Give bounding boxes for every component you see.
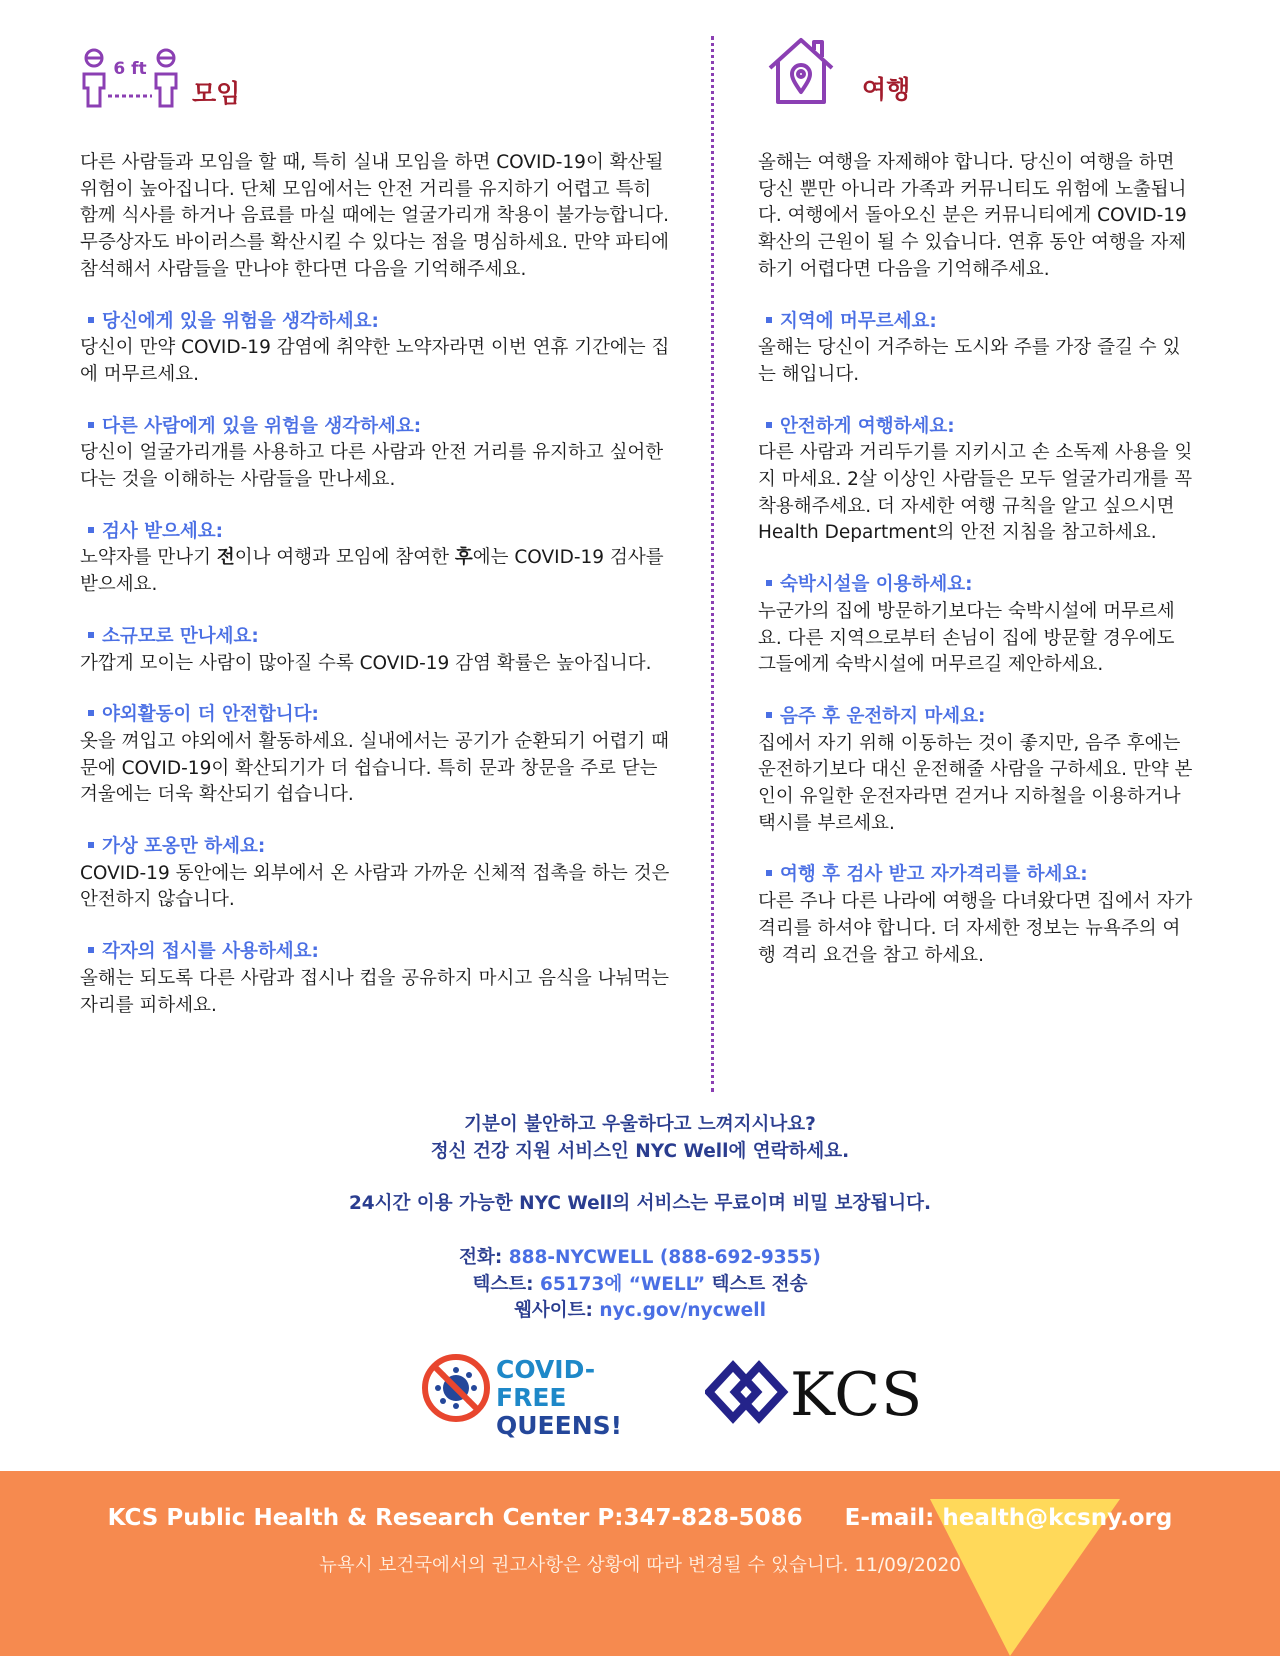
item-heading: 소규모로 만나세요: (102, 625, 259, 647)
text-code: 65173에 “WELL” (540, 1273, 706, 1295)
footer-bar (0, 1471, 1280, 1656)
item-body: 집에서 자기 위해 이동하는 것이 좋지만, 음주 후에는 운전하기보다 대신 운전해줄 사람을 구하세요. 만약 본인이 유일한 운전자라면 걷거나 지하철을 이용하거나 택시를 부르세요. (758, 732, 1193, 834)
list-item (758, 704, 1198, 838)
covid-logo-line-2: QUEENS! (496, 1411, 623, 1440)
bullet-icon (766, 422, 772, 428)
partner-logos (0, 1350, 1280, 1440)
phone-link[interactable]: 888-NYCWELL (888-692-9355) (508, 1247, 821, 1268)
item-heading: 지역에 머무르세요: (780, 310, 937, 332)
item-body: 누군가의 집에 방문하기보다는 숙박시설에 머무르세요. 다른 지역으로부터 손님이 집에 방문할 경우에도 그들에게 숙박시설에 머무르길 제안하세요. (758, 600, 1175, 676)
gatherings-title: 모임 (192, 79, 241, 108)
bullet-icon (88, 527, 94, 533)
gatherings-header (80, 30, 670, 120)
wellness-contacts (0, 1245, 1280, 1325)
bullet-icon (766, 870, 772, 876)
item-body: 당신이 만약 COVID-19 감염에 취약한 노약자라면 이번 연휴 기간에는 집에 머무르세요. (80, 337, 670, 385)
travel-title: 여행 (862, 75, 911, 104)
covid-logo-line-1: COVID-FREE (496, 1355, 596, 1412)
list-item (80, 309, 670, 389)
item-body: 노약자를 만나기 전이나 여행과 모임에 참여한 후에는 COVID-19 검사를 받으세요. (80, 547, 664, 596)
column-divider (711, 36, 714, 1092)
item-heading: 숙박시설을 이용하세요: (780, 574, 973, 596)
travel-header (758, 30, 1198, 120)
emphasis-after: 후 (454, 547, 473, 569)
footer-email[interactable]: E-mail: health@kcsny.org (844, 1505, 1173, 1531)
list-item (80, 414, 670, 494)
list-item (80, 834, 670, 914)
covid-free-queens-logo (420, 1350, 665, 1440)
item-heading: 당신에게 있을 위험을 생각하세요: (102, 310, 379, 332)
website-contact: 웹사이트: nyc.gov/nycwell (514, 1300, 766, 1322)
item-body: 당신이 얼굴가리개를 사용하고 다른 사람과 안전 거리를 유지하고 싶어한다는 것을 이해하는 사람들을 만나세요. (80, 442, 664, 491)
item-body: 다른 사람과 거리두기를 지키시고 손 소독제 사용을 잊지 마세요. 2살 이상인 사람들은 모두 얼굴가리개를 꼭 착용해주세요. 더 자세한 여행 규칙을 알고 싶으시면 Health Department의 안전 지침을 참고하세요. (758, 442, 1193, 544)
bullet-icon (88, 710, 94, 716)
footer-org: KCS Public Health & Research Center (107, 1505, 590, 1531)
list-item (80, 702, 670, 809)
kcs-wordmark: KCS (790, 1360, 924, 1430)
bullet-icon (88, 632, 94, 638)
kcs-diamond-icon (705, 1360, 789, 1424)
bullet-icon (88, 422, 94, 428)
item-body: 올해는 당신이 거주하는 도시와 주를 가장 즐길 수 있는 해입니다. (758, 337, 1181, 385)
footer-phone: P:347-828-5086 (597, 1505, 803, 1531)
item-heading: 검사 받으세요: (102, 520, 224, 542)
kcs-logo (705, 1360, 925, 1430)
travel-column (758, 30, 1198, 969)
list-item (80, 939, 670, 1019)
text-contact: 텍스트: 65173에 “WELL” 텍스트 전송 (472, 1273, 808, 1295)
item-body: 올해는 되도록 다른 사람과 접시나 컵을 공유하지 마시고 음식을 나눠먹는 자리를 피하세요. (80, 967, 670, 1016)
list-item (758, 862, 1198, 969)
item-body: 다른 주나 다른 나라에 여행을 다녀왔다면 집에서 자가격리를 하셔야 합니다. 더 자세한 정보는 뉴욕주의 여행 격리 요건을 참고 하세요. (758, 891, 1193, 966)
travel-intro: 올해는 여행을 자제해야 합니다. 당신이 여행을 하면 당신 뿐만 아니라 가족과 커뮤니티도 위험에 노출됩니다. 여행에서 돌아오신 분은 커뮤니티에게 COVID-19 확산의 근원이 될 수 있습니다. 연휴 동안 여행을 자제하기 어렵다면 다음을 기억해주세요. (758, 152, 1187, 280)
list-item (758, 572, 1198, 679)
list-item (758, 414, 1198, 548)
list-item (80, 519, 670, 599)
bullet-icon (88, 842, 94, 848)
house-location-icon (766, 30, 836, 114)
bullet-icon (766, 580, 772, 586)
item-heading: 다른 사람에게 있을 위험을 생각하세요: (102, 415, 422, 437)
phone-contact: 전화: 888-NYCWELL (888-692-9355) (459, 1247, 821, 1268)
wellness-prompt (0, 1112, 1280, 1165)
social-distance-icon (80, 30, 180, 114)
item-heading: 음주 후 운전하지 마세요: (780, 705, 986, 727)
wellness-line-2: 정신 건강 지원 서비스인 NYC Well에 연락하세요. (430, 1140, 850, 1162)
item-heading: 여행 후 검사 받고 자가격리를 하세요: (780, 864, 1088, 886)
emphasis-before: 전 (216, 547, 235, 569)
website-link[interactable]: nyc.gov/nycwell (599, 1300, 766, 1322)
wellness-line-1: 기분이 불안하고 우울하다고 느껴지시나요? (464, 1114, 816, 1135)
item-heading: 야외활동이 더 안전합니다: (102, 704, 319, 726)
gatherings-intro: 다른 사람들과 모임을 할 때, 특히 실내 모임을 하면 COVID-19이 확산될 위험이 높아집니다. 단체 모임에서는 안전 거리를 유지하기 어렵고 특히 함께 식사를 하거나 음료를 마실 때에는 얼굴가리개 착용이 불가능합니다. 무증상자도 바이러스를 확산시킬 수 있다는 점을 명심하세요. 만약 파티에 참석해서 사람들을 만나야 한다면 다음을 기억해주세요. (80, 152, 670, 280)
bullet-icon (88, 947, 94, 953)
distance-label: 6 ft (113, 59, 147, 79)
item-body: COVID-19 동안에는 외부에서 온 사람과 가까운 신체적 접촉을 하는 것은 안전하지 않습니다. (80, 862, 670, 911)
item-body: 가깝게 모이는 사람이 많아질 수록 COVID-19 감염 확률은 높아집니다. (80, 652, 652, 674)
no-virus-icon (420, 1352, 492, 1424)
item-heading: 가상 포옹만 하세요: (102, 836, 266, 858)
list-item (80, 624, 670, 677)
gatherings-column (80, 30, 670, 1019)
bullet-icon (88, 317, 94, 323)
item-heading: 안전하게 여행하세요: (780, 415, 955, 437)
footer-note: 뉴욕시 보건국에서의 권고사항은 상황에 따라 변경될 수 있습니다. 11/09/2020 (318, 1555, 962, 1576)
bullet-icon (766, 712, 772, 718)
item-heading: 각자의 접시를 사용하세요: (102, 941, 319, 963)
item-body: 옷을 껴입고 야외에서 활동하세요. 실내에서는 공기가 순환되기 어렵기 때문에 COVID-19이 확산되기가 더 쉽습니다. 특히 문과 창문을 주로 닫는 겨울에는 더욱 확산되기 쉽습니다. (80, 730, 670, 806)
list-item (758, 309, 1198, 389)
wellness-service-note: 24시간 이용 가능한 NYC Well의 서비스는 무료이며 비밀 보장됩니다. (348, 1193, 932, 1214)
footer-contact-line (0, 1505, 1280, 1531)
bullet-icon (766, 317, 772, 323)
